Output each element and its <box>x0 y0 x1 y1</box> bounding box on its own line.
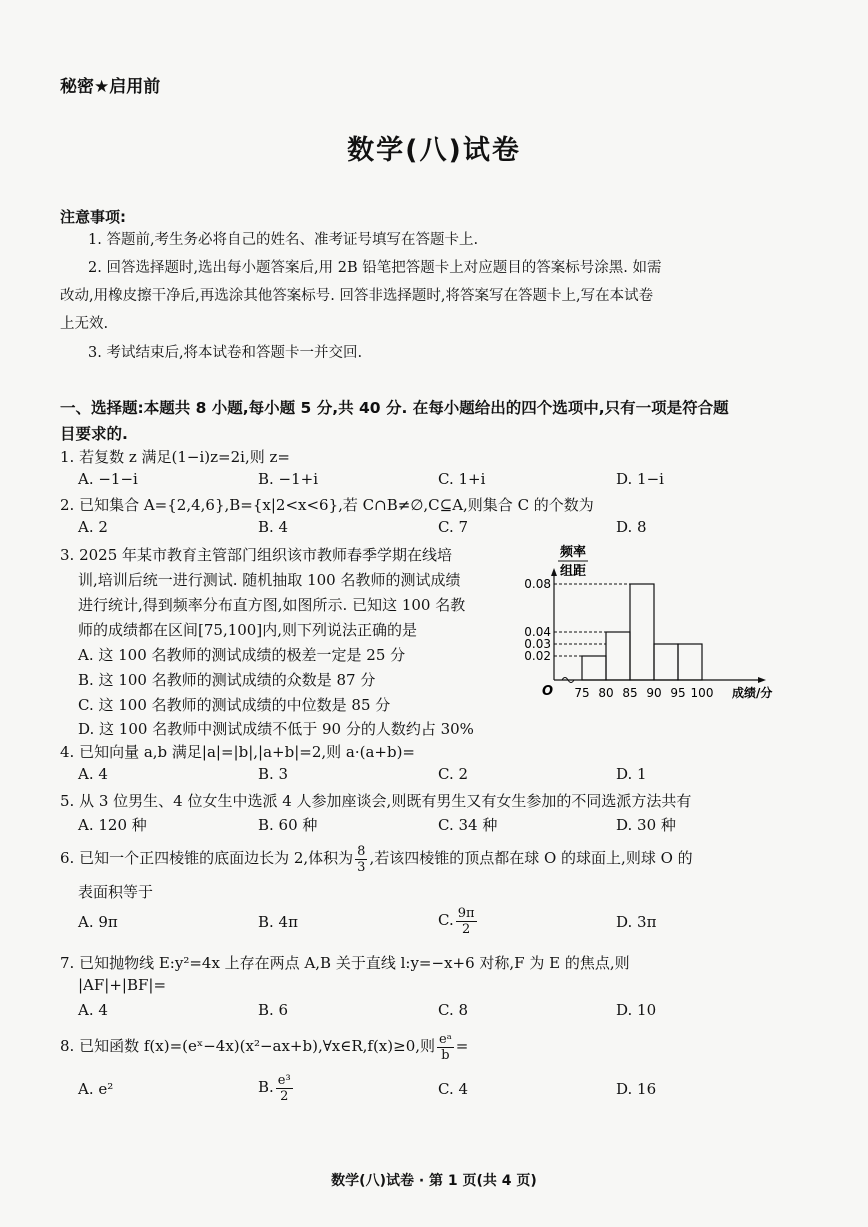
origin-label: O <box>542 684 554 699</box>
q5-option-a: A. 120 种 <box>78 816 147 834</box>
notice-item-3: 3. 考试结束后,将本试卷和答题卡一并交回. <box>88 345 363 361</box>
q1-option-c: C. 1+i <box>438 470 486 488</box>
y-axis-title <box>558 544 588 579</box>
q5-option-c: C. 34 种 <box>438 816 498 834</box>
notice-item-2-line-1: 2. 回答选择题时,选出每小题答案后,用 2B 铅笔把答题卡上对应题目的答案标号涂黑. 如需 <box>88 260 662 276</box>
q6-option-c-den: 2 <box>461 921 471 937</box>
q3-option-d: D. 这 100 名教师中测试成绩不低于 90 分的人数约占 30% <box>78 720 474 738</box>
q6-stem-post: ,若该四棱锥的顶点都在球 O 的球面上,则球 O 的 <box>369 849 693 867</box>
q2-option-a: A. 2 <box>78 518 108 536</box>
q7-option-a: A. 4 <box>78 1001 108 1019</box>
y-axis-arrow <box>551 568 557 576</box>
y-axis-title-den: 组距 <box>559 564 587 579</box>
histogram-bar-75-80 <box>582 656 606 680</box>
x-axis-arrow <box>758 677 766 683</box>
q3-line-3: 进行统计,得到频率分布直方图,如图所示. 已知这 100 名教 <box>78 596 466 614</box>
q6-option-d: D. 3π <box>616 913 657 931</box>
q3-option-a: A. 这 100 名教师的测试成绩的极差一定是 25 分 <box>78 646 406 664</box>
q6-option-b: B. 4π <box>258 913 298 931</box>
q4-option-d: D. 1 <box>616 765 647 783</box>
q1-option-b: B. −1+i <box>258 470 319 488</box>
q5-option-b: B. 60 种 <box>258 816 318 834</box>
y-tick-label: 0.02 <box>524 649 551 663</box>
q5-option-d: D. 30 种 <box>616 816 676 834</box>
y-axis-title-num: 频率 <box>559 545 587 560</box>
y-tick-label: 0.04 <box>524 625 551 639</box>
x-tick-label: 85 <box>622 686 638 700</box>
y-tick-label: 0.03 <box>524 637 551 651</box>
y-tick-label: 0.08 <box>524 577 551 591</box>
q3-line-1: 3. 2025 年某市教育主管部门组织该市教师春季学期在线培 <box>60 546 453 564</box>
notice-item-1: 1. 答题前,考生务必将自己的姓名、准考证号填写在答题卡上. <box>88 232 479 248</box>
q1-option-a: A. −1−i <box>78 470 138 488</box>
q6-volume-num: 8 <box>357 843 366 859</box>
q6-line-2: 表面积等于 <box>78 883 154 901</box>
x-tick-label: 100 <box>690 686 714 700</box>
q8-stem-post: = <box>455 1037 469 1055</box>
x-tick-label: 75 <box>574 686 590 700</box>
q3-option-c: C. 这 100 名教师的测试成绩的中位数是 85 分 <box>78 696 391 714</box>
q8-option-b-fraction <box>276 1073 293 1104</box>
q2-option-b: B. 4 <box>258 518 289 536</box>
x-tick-label: 90 <box>646 686 662 700</box>
q4-stem: 4. 已知向量 a,b 满足|a|=|b|,|a+b|=2,则 a·(a+b)= <box>60 743 415 761</box>
q8-stem <box>60 1026 468 1066</box>
histogram-bar-95-100 <box>678 644 702 680</box>
page-footer: 数学(八)试卷 · 第 1 页(共 4 页) <box>331 1173 537 1189</box>
q6-volume-fraction <box>355 844 367 875</box>
q6-option-c <box>438 902 479 938</box>
x-tick-label: 95 <box>670 686 686 700</box>
q8-option-b <box>258 1069 295 1105</box>
q6-stem-pre: 6. 已知一个正四棱锥的底面边长为 2,体积为 <box>60 849 354 867</box>
frequency-histogram <box>510 540 800 730</box>
q8-option-b-den: 2 <box>280 1088 289 1104</box>
q6-option-c-num: 9π <box>457 905 475 921</box>
notice-heading: 注意事项: <box>60 208 126 226</box>
q1-stem: 1. 若复数 z 满足(1−i)z=2i,则 z= <box>60 448 290 466</box>
notice-item-2-line-2: 改动,用橡皮擦干净后,再选涂其他答案标号. 回答非选择题时,将答案写在答题卡上,写在本试卷 <box>60 288 654 304</box>
q3-line-2: 训,培训后统一进行测试. 随机抽取 100 名教师的测试成绩 <box>78 571 461 589</box>
q4-option-c: C. 2 <box>438 765 469 783</box>
notice-item-2-line-3: 上无效. <box>60 316 109 332</box>
q2-option-c: C. 7 <box>438 518 469 536</box>
q2-stem: 2. 已知集合 A={2,4,6},B={x|2<x<6},若 C∩B≠∅,C⊆A,则集合 C 的个数为 <box>60 496 594 514</box>
x-tick-label: 80 <box>598 686 614 700</box>
q6-option-c-label: C. <box>438 911 454 929</box>
q7-line-1: 7. 已知抛物线 E:y²=4x 上存在两点 A,B 关于直线 l:y=−x+6 对称,F 为 E 的焦点,则 <box>60 954 630 972</box>
q8-fraction-num: eᵃ <box>439 1031 452 1047</box>
page-title: 数学(八)试卷 <box>347 135 521 166</box>
q4-option-a: A. 4 <box>78 765 108 783</box>
q8-stem-pre: 8. 已知函数 f(x)=(eˣ−4x)(x²−ax+b),∀x∈R,f(x)≥0,则 <box>60 1037 436 1055</box>
q7-option-c: C. 8 <box>438 1001 469 1019</box>
q6-option-a: A. 9π <box>78 913 118 931</box>
q6-option-c-fraction <box>456 906 477 937</box>
x-axis-title: 成绩/分 <box>732 686 773 700</box>
q4-option-b: B. 3 <box>258 765 289 783</box>
histogram-bar-85-90 <box>630 584 654 680</box>
q5-stem: 5. 从 3 位男生、4 位女生中选派 4 人参加座谈会,则既有男生又有女生参加的不同选派方法共有 <box>60 792 692 810</box>
q7-option-d: D. 10 <box>616 1001 657 1019</box>
q8-option-b-num: e³ <box>277 1072 291 1088</box>
q2-option-d: D. 8 <box>616 518 647 536</box>
q7-line-2: |AF|+|BF|= <box>78 976 167 994</box>
histogram-bar-90-95 <box>654 644 678 680</box>
q6-volume-den: 3 <box>357 859 366 875</box>
q8-option-b-label: B. <box>258 1078 274 1096</box>
section-heading-line-1: 一、选择题:本题共 8 小题,每小题 5 分,共 40 分. 在每小题给出的四个选项中,只有一项是符合题 <box>60 399 729 417</box>
q8-fraction-den: b <box>441 1047 450 1063</box>
section-heading-line-2: 目要求的. <box>60 425 128 443</box>
q8-fraction <box>437 1032 454 1063</box>
confidential-label: 秘密★启用前 <box>60 77 161 97</box>
q8-option-a: A. e² <box>78 1080 114 1098</box>
q8-option-d: D. 16 <box>616 1080 657 1098</box>
q3-option-b: B. 这 100 名教师的测试成绩的众数是 87 分 <box>78 671 376 689</box>
q1-option-d: D. 1−i <box>616 470 664 488</box>
histogram-bar-80-85 <box>606 632 630 680</box>
q3-line-4: 师的成绩都在区间[75,100]内,则下列说法正确的是 <box>78 621 417 639</box>
q8-option-c: C. 4 <box>438 1080 469 1098</box>
q7-option-b: B. 6 <box>258 1001 289 1019</box>
q6-stem <box>60 838 693 878</box>
